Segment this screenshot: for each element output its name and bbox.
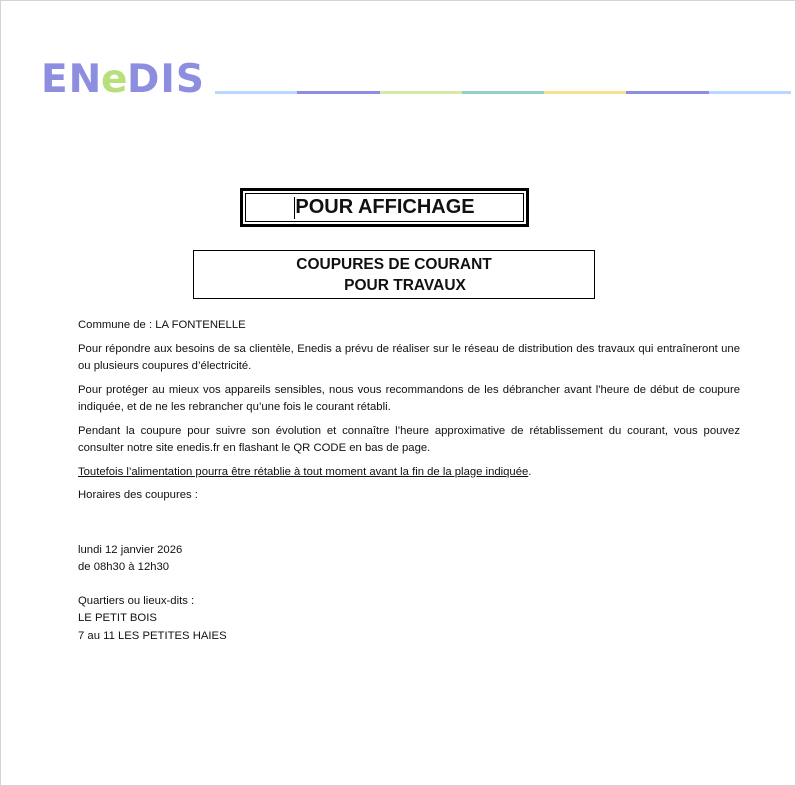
schedule-time: de 08h30 à 12h30 xyxy=(78,561,170,573)
notice-body xyxy=(78,317,740,645)
enedis-logo-graphic xyxy=(41,57,209,99)
header-stripe xyxy=(215,91,791,95)
schedule-date: lundi 12 janvier 2026 xyxy=(78,543,183,556)
commune-line: Commune de : LA FONTENELLE xyxy=(78,319,246,331)
stripe-segment xyxy=(709,91,791,94)
notice-line xyxy=(78,464,740,482)
stripe-segment xyxy=(544,91,626,94)
schedule-label: Horaires des coupures : xyxy=(78,489,198,501)
stripe-segment xyxy=(380,91,462,94)
subtitle-box xyxy=(193,250,595,299)
paragraph-2: Pour protéger au mieux vos appareils sensibles, nous vous recommandons de les débrancher avant l'heure de début de coupure indiquée, et de ne les rebrancher qu’une fois le courant rétabli. xyxy=(78,383,740,413)
svg-text:DIS: DIS xyxy=(127,57,205,99)
page-title: POUR AFFICHAGE xyxy=(295,196,475,218)
title-box xyxy=(240,188,529,227)
stripe-segment xyxy=(297,91,379,94)
enedis-logo xyxy=(41,57,209,99)
notice-underlined: Toutefois l’alimentation pourra être rétablie à tout moment avant la fin de la plage indiquée xyxy=(78,465,529,478)
areas-label: Quartiers ou lieux-dits : xyxy=(78,594,195,607)
stripe-segment xyxy=(215,91,297,94)
subtitle-line-2: POUR TRAVAUX xyxy=(344,276,466,294)
paragraph-1: Pour répondre aux besoins de sa clientèle, Enedis a prévu de réaliser sur le réseau de distribution des travaux qui entraîneront une ou plusieurs coupures d’électricité. xyxy=(78,342,740,372)
area-item: LE PETIT BOIS xyxy=(78,612,157,624)
stripe-segment xyxy=(462,91,544,94)
stripe-segment xyxy=(626,91,708,94)
area-item: 7 au 11 LES PETITES HAIES xyxy=(78,629,227,642)
svg-text:EN: EN xyxy=(41,57,103,99)
notice-end: . xyxy=(528,465,532,478)
paragraph-3: Pendant la coupure pour suivre son évolution et connaître l’heure approximative de rétablissement du courant, vous pouvez consulter notre site enedis.fr en flashant le QR CODE en bas de page. xyxy=(78,424,740,454)
svg-text:e: e xyxy=(101,57,128,99)
subtitle-line-1: COUPURES DE COURANT xyxy=(296,255,492,273)
